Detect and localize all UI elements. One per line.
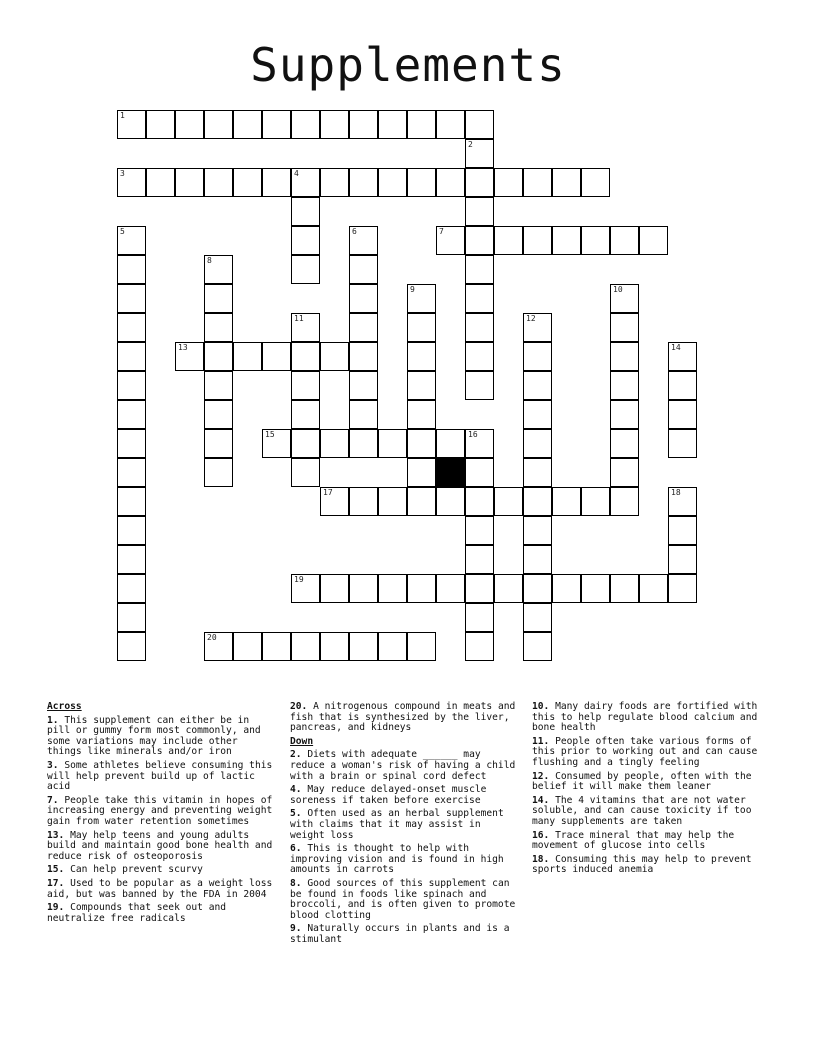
grid-cell[interactable] — [117, 284, 146, 313]
grid-cell[interactable] — [204, 458, 233, 487]
clue-across-19 — [47, 903, 277, 924]
grid-cell[interactable] — [465, 313, 494, 342]
clue-number-label: 2 — [468, 140, 473, 149]
clue-down-4 — [290, 785, 520, 806]
grid-cell[interactable] — [291, 313, 320, 342]
grid-cell[interactable] — [523, 516, 552, 545]
clue-number-label: 9 — [410, 285, 415, 294]
grid-cell[interactable] — [407, 313, 436, 342]
grid-cell[interactable] — [523, 400, 552, 429]
clue-text: People often take various forms of this prior to working out and can cause flushing and a tingly feeling — [532, 735, 758, 768]
clue-down-2 — [290, 750, 520, 782]
grid-cell[interactable] — [204, 255, 233, 284]
grid-cell[interactable] — [291, 110, 320, 139]
clue-down-5 — [290, 809, 520, 841]
clue-number-label: 8 — [207, 256, 212, 265]
grid-cell[interactable] — [117, 313, 146, 342]
grid-cell[interactable] — [581, 168, 610, 197]
grid-cell[interactable] — [465, 429, 494, 458]
clue-number-label: 6 — [352, 227, 357, 236]
grid-cell[interactable] — [291, 197, 320, 226]
clue-number: 1. — [47, 714, 59, 726]
clue-down-8 — [290, 879, 520, 921]
grid-cell[interactable] — [349, 284, 378, 313]
grid-cell[interactable] — [610, 226, 639, 255]
grid-cell[interactable] — [204, 371, 233, 400]
grid-cell[interactable] — [320, 487, 349, 516]
grid-cell[interactable] — [668, 574, 697, 603]
clue-down-6 — [290, 844, 520, 876]
grid-cell[interactable] — [291, 458, 320, 487]
clue-number-label: 14 — [671, 343, 681, 352]
clue-text: Compounds that seek out and neutralize free radicals — [47, 902, 227, 924]
grid-cell[interactable] — [204, 632, 233, 661]
across-heading: Across — [47, 701, 82, 712]
grid-cell[interactable] — [378, 632, 407, 661]
grid-cell[interactable] — [291, 255, 320, 284]
grid-cell[interactable] — [291, 168, 320, 197]
clue-number-label: 4 — [294, 169, 299, 178]
grid-cell[interactable] — [523, 458, 552, 487]
grid-cell[interactable] — [465, 342, 494, 371]
grid-cell[interactable] — [175, 168, 204, 197]
grid-cell[interactable] — [436, 487, 465, 516]
grid-cell[interactable] — [349, 342, 378, 371]
clue-text: May help teens and young adults build and maintain good bone health and reduce risk of osteoporosis — [47, 829, 273, 862]
clue-number: 11. — [532, 735, 550, 747]
grid-cell[interactable] — [465, 574, 494, 603]
grid-cell[interactable] — [494, 574, 523, 603]
grid-cell[interactable] — [204, 400, 233, 429]
clue-text: The 4 vitamins that are not water soluble, and can cause toxicity if too many supplements are taken — [532, 794, 752, 827]
grid-cell[interactable] — [320, 342, 349, 371]
clue-number: 20. — [290, 701, 308, 712]
grid-cell[interactable] — [465, 632, 494, 661]
grid-cell[interactable] — [465, 371, 494, 400]
grid-cell[interactable] — [523, 371, 552, 400]
grid-cell[interactable] — [262, 342, 291, 371]
clue-down-10 — [532, 702, 768, 734]
grid-cell[interactable] — [639, 226, 668, 255]
grid-cell[interactable] — [465, 284, 494, 313]
grid-cell[interactable] — [465, 516, 494, 545]
clue-number: 10. — [532, 701, 550, 712]
grid-cell[interactable] — [262, 168, 291, 197]
clue-number-label: 5 — [120, 227, 125, 236]
grid-cell[interactable] — [117, 110, 146, 139]
grid-cell[interactable] — [291, 429, 320, 458]
clue-number: 6. — [290, 843, 302, 855]
clue-text: Consuming this may help to prevent sports induced anemia — [532, 853, 752, 876]
clue-number: 2. — [290, 749, 302, 761]
grid-cell[interactable] — [465, 110, 494, 139]
grid-cell[interactable] — [349, 400, 378, 429]
grid-cell[interactable] — [407, 632, 436, 661]
page-title: Supplements — [250, 38, 566, 92]
grid-cell[interactable] — [523, 342, 552, 371]
clue-number: 7. — [47, 794, 59, 806]
grid-cell[interactable] — [262, 110, 291, 139]
grid-cell[interactable] — [233, 342, 262, 371]
grid-cell[interactable] — [378, 429, 407, 458]
clue-number: 16. — [532, 829, 550, 841]
grid-cell[interactable] — [146, 110, 175, 139]
grid-cell[interactable] — [523, 168, 552, 197]
grid-cell[interactable] — [436, 110, 465, 139]
grid-cell[interactable] — [349, 429, 378, 458]
clue-text: Consumed by people, often with the belief it will make them leaner — [532, 770, 752, 793]
grid-cell[interactable] — [291, 226, 320, 255]
grid-cell[interactable] — [349, 313, 378, 342]
clue-text: May reduce delayed-onset muscle soreness if taken before exercise — [290, 784, 487, 806]
clue-text: This is thought to help with improving vision and is found in high amounts in carrots — [290, 843, 504, 876]
grid-cell[interactable] — [233, 110, 262, 139]
grid-cell[interactable] — [610, 342, 639, 371]
grid-cell[interactable] — [581, 226, 610, 255]
grid-cell[interactable] — [668, 487, 697, 516]
grid-cell[interactable] — [523, 603, 552, 632]
clue-number: 17. — [47, 877, 65, 889]
grid-cell[interactable] — [407, 168, 436, 197]
clue-down-11 — [532, 737, 768, 769]
clue-number-label: 1 — [120, 111, 125, 120]
grid-cell[interactable] — [552, 168, 581, 197]
grid-cell[interactable] — [117, 429, 146, 458]
clue-number: 19. — [47, 902, 65, 914]
grid-cell[interactable] — [407, 574, 436, 603]
grid-cell[interactable] — [465, 139, 494, 168]
clue-across-15 — [47, 865, 277, 876]
clue-text: Naturally occurs in plants and is a stimulant — [290, 923, 510, 945]
clues-column-2 — [290, 702, 520, 948]
clue-number-label: 19 — [294, 575, 304, 584]
clue-across-7 — [47, 796, 277, 828]
clue-number-label: 11 — [294, 314, 304, 323]
grid-cell[interactable] — [668, 516, 697, 545]
grid-cell[interactable] — [204, 342, 233, 371]
clue-across-17 — [47, 879, 277, 900]
grid-cell[interactable] — [117, 487, 146, 516]
grid-cell[interactable] — [349, 255, 378, 284]
clue-number-label: 18 — [671, 488, 681, 497]
grid-cell[interactable] — [407, 371, 436, 400]
grid-cell[interactable] — [378, 574, 407, 603]
grid-cell[interactable] — [523, 632, 552, 661]
clue-text: This supplement can either be in pill or gummy form most commonly, and some variations may include other things like minerals and/or iron — [47, 714, 261, 758]
clue-number: 14. — [532, 794, 550, 806]
grid-cell[interactable] — [349, 168, 378, 197]
grid-cell[interactable] — [436, 168, 465, 197]
grid-cell[interactable] — [610, 371, 639, 400]
grid-cell[interactable] — [204, 168, 233, 197]
grid-cell[interactable] — [291, 574, 320, 603]
grid-cell[interactable] — [639, 574, 668, 603]
grid-cell[interactable] — [233, 168, 262, 197]
grid-cell[interactable] — [117, 603, 146, 632]
grid-cell[interactable] — [320, 429, 349, 458]
grid-cell[interactable] — [320, 574, 349, 603]
clue-text: Some athletes believe consuming this will help prevent build up of lactic acid — [47, 759, 273, 793]
grid-cell[interactable] — [320, 632, 349, 661]
clue-text: Diets with adequate ______ may reduce a woman's risk of having a child with a brain or spinal cord defect — [290, 749, 516, 782]
grid-cell[interactable] — [378, 168, 407, 197]
clue-down-16 — [532, 831, 768, 852]
grid-cell[interactable] — [465, 226, 494, 255]
clue-text: People take this vitamin in hopes of increasing energy and preventing weight gain from water retention sometimes — [47, 794, 273, 827]
grid-cell[interactable] — [407, 284, 436, 313]
grid-cell[interactable] — [349, 574, 378, 603]
grid-cell[interactable] — [523, 545, 552, 574]
grid-cell[interactable] — [262, 632, 291, 661]
clue-number-label: 17 — [323, 488, 333, 497]
clue-text: Trace mineral that may help the movement of glucose into cells — [532, 829, 735, 852]
grid-cell[interactable] — [610, 574, 639, 603]
grid-cell[interactable] — [117, 516, 146, 545]
clue-down-9 — [290, 924, 520, 945]
grid-cell[interactable] — [349, 371, 378, 400]
clue-text: A nitrogenous compound in meats and fish that is synthesized by the liver, pancreas, and kidneys — [290, 701, 516, 734]
grid-cell[interactable] — [117, 226, 146, 255]
grid-cell[interactable] — [407, 342, 436, 371]
grid-cell[interactable] — [523, 313, 552, 342]
grid-cell[interactable] — [378, 487, 407, 516]
grid-cell[interactable] — [407, 487, 436, 516]
grid-cell[interactable] — [494, 226, 523, 255]
grid-cell[interactable] — [610, 284, 639, 313]
grid-cell[interactable] — [610, 429, 639, 458]
clue-number-label: 13 — [178, 343, 188, 352]
clues-column-3 — [532, 702, 768, 879]
grid-cell[interactable] — [146, 168, 175, 197]
grid-cell[interactable] — [610, 458, 639, 487]
grid-cell[interactable] — [668, 400, 697, 429]
clue-text: Can help prevent scurvy — [70, 864, 203, 876]
grid-cell[interactable] — [436, 574, 465, 603]
grid-cell[interactable] — [523, 574, 552, 603]
clue-number: 3. — [47, 759, 59, 771]
grid-cell[interactable] — [552, 487, 581, 516]
grid-cell[interactable] — [610, 487, 639, 516]
clue-number-label: 16 — [468, 430, 478, 439]
grid-cell[interactable] — [465, 487, 494, 516]
grid-cell[interactable] — [668, 371, 697, 400]
clue-across-20 — [290, 702, 520, 734]
clue-text: Used to be popular as a weight loss aid, but was banned by the FDA in 2004 — [47, 877, 273, 900]
grid-cell[interactable] — [117, 632, 146, 661]
clue-down-12 — [532, 772, 768, 793]
clue-number: 8. — [290, 877, 302, 889]
clue-across-13 — [47, 831, 277, 863]
grid-cell[interactable] — [291, 632, 320, 661]
grid-cell[interactable] — [465, 603, 494, 632]
grid-cell[interactable] — [494, 487, 523, 516]
clue-down-14 — [532, 796, 768, 828]
grid-cell[interactable] — [465, 545, 494, 574]
grid-cell[interactable] — [291, 400, 320, 429]
grid-cell[interactable] — [204, 429, 233, 458]
grid-cell[interactable] — [465, 458, 494, 487]
grid-cell[interactable] — [117, 371, 146, 400]
clue-number: 18. — [532, 853, 550, 865]
grid-cell[interactable] — [552, 574, 581, 603]
grid-cell[interactable] — [349, 487, 378, 516]
grid-cell[interactable] — [465, 197, 494, 226]
grid-cell[interactable] — [117, 400, 146, 429]
grid-cell[interactable] — [668, 545, 697, 574]
grid-cell[interactable] — [349, 110, 378, 139]
clue-text: Many dairy foods are fortified with this to help regulate blood calcium and bone health — [532, 701, 758, 734]
down-heading: Down — [290, 735, 314, 747]
grid-cell[interactable] — [175, 110, 204, 139]
grid-cell[interactable] — [407, 110, 436, 139]
grid-cell[interactable] — [204, 284, 233, 313]
clue-number-label: 20 — [207, 633, 217, 642]
grid-cell[interactable] — [494, 168, 523, 197]
clue-number-label: 3 — [120, 169, 125, 178]
grid-cell[interactable] — [175, 342, 204, 371]
grid-cell[interactable] — [117, 168, 146, 197]
grid-cell[interactable] — [349, 632, 378, 661]
grid-cell[interactable] — [291, 342, 320, 371]
grid-cell[interactable] — [581, 574, 610, 603]
grid-cell[interactable] — [610, 400, 639, 429]
clue-number-label: 7 — [439, 227, 444, 236]
clue-number-label: 10 — [613, 285, 623, 294]
grid-cell[interactable] — [668, 342, 697, 371]
clue-across-1 — [47, 716, 277, 758]
clue-number: 13. — [47, 829, 65, 841]
grid-cell[interactable] — [349, 226, 378, 255]
grid-cell[interactable] — [465, 168, 494, 197]
grid-cell[interactable] — [117, 458, 146, 487]
grid-cell[interactable] — [407, 429, 436, 458]
grid-cell[interactable] — [117, 574, 146, 603]
grid-cell[interactable] — [523, 429, 552, 458]
grid-cell[interactable] — [436, 226, 465, 255]
clue-number: 4. — [290, 784, 302, 796]
grid-cell[interactable] — [581, 487, 610, 516]
grid-cell[interactable] — [204, 110, 233, 139]
grid-cell[interactable] — [407, 458, 436, 487]
grid-cell[interactable] — [407, 400, 436, 429]
clue-text: Often used as an herbal supplement with claims that it may assist in weight loss — [290, 808, 504, 841]
clue-down-18 — [532, 855, 768, 876]
grid-cell[interactable] — [436, 429, 465, 458]
grid-cell[interactable] — [233, 632, 262, 661]
grid-cell[interactable] — [523, 487, 552, 516]
grid-cell[interactable] — [378, 110, 407, 139]
clue-number-label: 15 — [265, 430, 275, 439]
grid-cell[interactable] — [117, 255, 146, 284]
clue-across-3 — [47, 761, 277, 793]
grid-cell[interactable] — [610, 313, 639, 342]
black-cell — [436, 458, 465, 487]
grid-cell[interactable] — [320, 110, 349, 139]
grid-cell[interactable] — [320, 168, 349, 197]
grid-cell[interactable] — [117, 545, 146, 574]
clues-column-1 — [47, 702, 277, 927]
grid-cell[interactable] — [262, 429, 291, 458]
clue-number: 5. — [290, 808, 302, 820]
clue-number-label: 12 — [526, 314, 536, 323]
clue-number: 12. — [532, 770, 550, 782]
clue-text: Good sources of this supplement can be found in foods like spinach and broccoli, and is often given to promote blood clotting — [290, 877, 516, 921]
grid-cell[interactable] — [668, 429, 697, 458]
clue-number: 15. — [47, 864, 65, 876]
grid-cell[interactable] — [523, 226, 552, 255]
grid-cell[interactable] — [291, 371, 320, 400]
grid-cell[interactable] — [117, 342, 146, 371]
grid-cell[interactable] — [204, 313, 233, 342]
grid-cell[interactable] — [552, 226, 581, 255]
grid-cell[interactable] — [465, 255, 494, 284]
clue-number: 9. — [290, 923, 302, 935]
